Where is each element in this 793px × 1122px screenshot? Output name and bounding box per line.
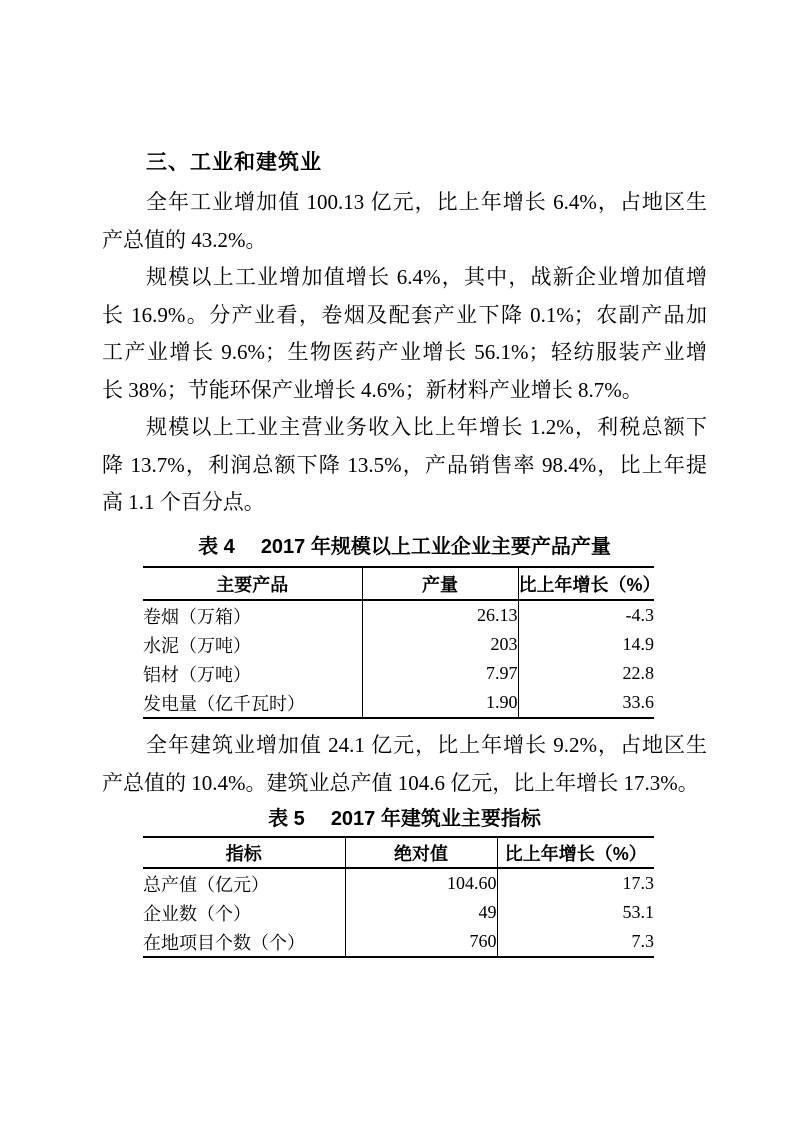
table4-title: [102, 534, 707, 560]
paragraph-line: 规模以上工业主营业务收入比上年增长 1.2%，利税总额下: [146, 415, 707, 439]
paragraph-line: 产总值的 43.2%。: [102, 227, 267, 252]
paragraph-industry-growth: [102, 259, 707, 409]
growth-cell: 7.3: [497, 927, 654, 957]
table-row: [143, 898, 654, 927]
paragraph-line: 高 1.1 个百分点。: [102, 490, 265, 514]
header-growth-cell: 比上年增长（%）: [497, 837, 654, 868]
indicator-cell: 总产值（亿元）: [143, 874, 269, 895]
table-row: [143, 927, 654, 957]
product-cell: 发电量（亿千瓦时）: [143, 693, 305, 714]
table5-title-text: 2017 年建筑业主要指标: [330, 808, 541, 830]
header-indicator-cell: 指标: [143, 837, 345, 868]
paragraph-line: 长 16.9%。分产业看，卷烟及配套产业下降 0.1%；农副产品加: [102, 302, 707, 327]
header-absolute-cell: 绝对值: [345, 837, 497, 868]
table5-title: [102, 806, 707, 832]
table4-main-products: [143, 566, 661, 719]
product-cell: 水泥（万吨）: [143, 635, 251, 656]
table4-label: 表 4: [198, 536, 235, 558]
output-cell: 7.97: [362, 659, 518, 688]
table-row: [143, 659, 654, 688]
output-cell: 26.13: [362, 600, 518, 630]
table-row: [143, 688, 654, 718]
header-product-cell: 主要产品: [143, 567, 362, 600]
table-header-row: [143, 837, 654, 868]
growth-cell: -4.3: [518, 600, 654, 630]
header-growth-cell: 比上年增长（%）: [518, 567, 654, 600]
paragraph-construction: [102, 727, 707, 802]
growth-cell: 22.8: [518, 659, 654, 688]
growth-cell: 17.3: [497, 868, 654, 898]
paragraph-line: 全年工业增加值 100.13 亿元，比上年增长 6.4%，占地区生: [146, 190, 707, 214]
output-cell: 203: [362, 630, 518, 659]
paragraph-line: 产总值的 10.4%。建筑业总产值 104.6 亿元，比上年增长 17.3%。: [102, 770, 699, 795]
paragraph-line: 降 13.7%，利润总额下降 13.5%，产品销售率 98.4%，比上年提: [102, 452, 707, 477]
paragraph-line: 工产业增长 9.6%；生物医药产业增长 56.1%；轻纺服装产业增: [102, 340, 707, 364]
paragraph-industry-value: [102, 184, 707, 259]
product-cell: 铝材（万吨）: [143, 664, 251, 685]
output-cell: 1.90: [362, 688, 518, 718]
table5-label: 表 5: [268, 808, 305, 830]
indicator-cell: 在地项目个数（个）: [143, 932, 305, 953]
table-header-row: [143, 567, 654, 600]
indicator-cell: 企业数（个）: [143, 903, 251, 924]
growth-cell: 53.1: [497, 898, 654, 927]
table-row: [143, 868, 654, 898]
table-row: [143, 630, 654, 659]
table4-title-text: 2017 年规模以上工业企业主要产品产量: [260, 536, 611, 558]
paragraph-line: 规模以上工业增加值增长 6.4%，其中，战新企业增加值增: [146, 265, 707, 289]
paragraph-line: 全年建筑业增加值 24.1 亿元，比上年增长 9.2%，占地区生: [146, 733, 707, 757]
header-output-cell: 产量: [362, 567, 518, 600]
product-cell: 卷烟（万箱）: [143, 606, 251, 627]
absolute-value-cell: 104.60: [345, 868, 497, 898]
paragraph-industry-revenue: [102, 409, 707, 522]
growth-cell: 14.9: [518, 630, 654, 659]
absolute-value-cell: 760: [345, 927, 497, 957]
table-row: [143, 600, 654, 630]
growth-cell: 33.6: [518, 688, 654, 718]
absolute-value-cell: 49: [345, 898, 497, 927]
paragraph-line: 长 38%；节能环保产业增长 4.6%；新材料产业增长 8.7%。: [102, 377, 643, 402]
section-heading: 三、工业和建筑业: [146, 151, 322, 174]
table5-construction-indicators: [143, 836, 654, 958]
